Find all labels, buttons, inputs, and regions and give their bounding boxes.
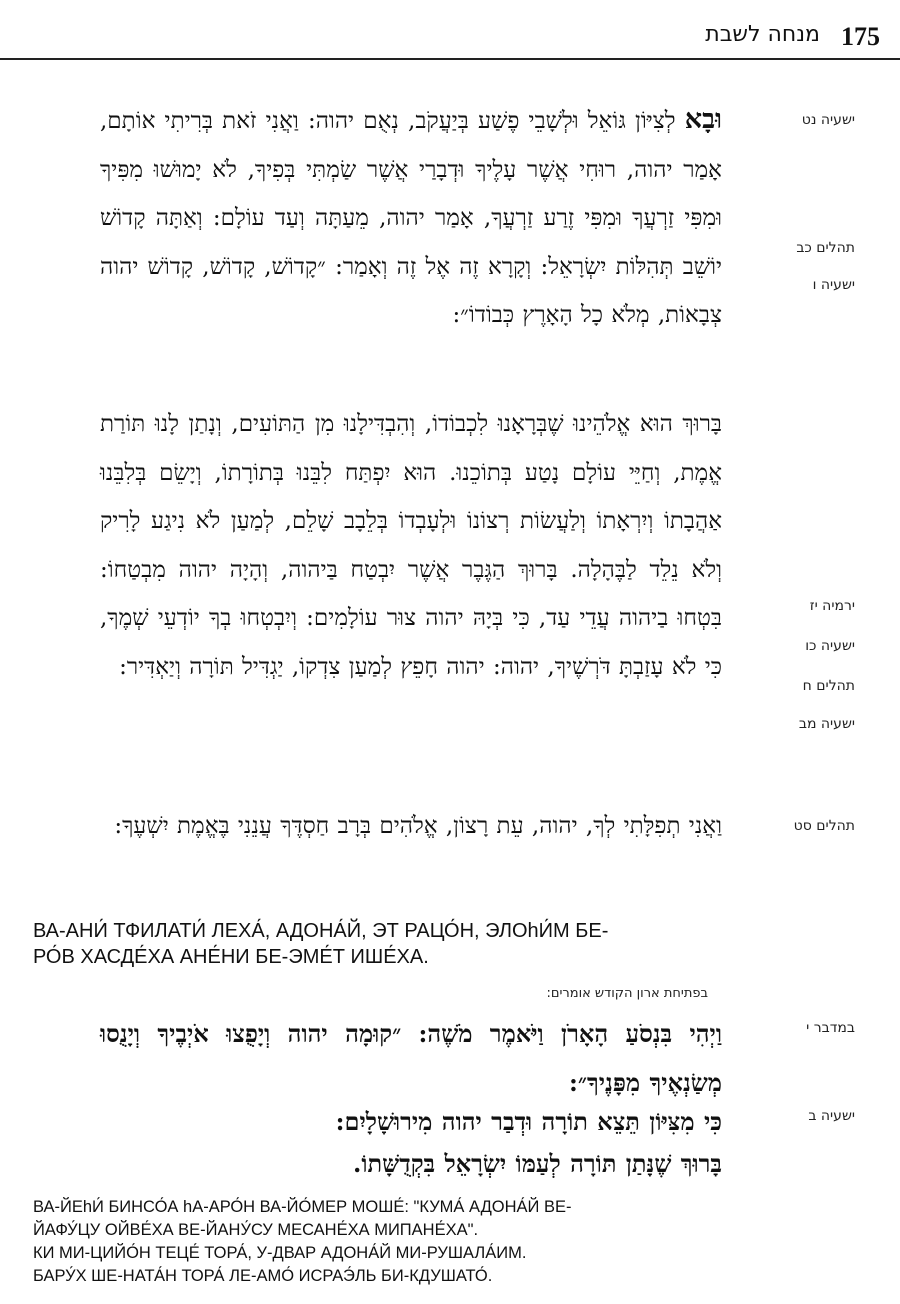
transliteration-line: БАРУ́Х ШЕ-НАТА́Н ТОРА́ ЛЕ-АМО́ ИСРАЭ́ЛЬ БИ-КДУШАТО́. xyxy=(33,1267,493,1285)
paragraph-vayehi-line-3: בָּרוּךְ שֶׁנָּתַן תּוֹרָה לְעַמּוֹ יִשְׂרָאֵל בִּקְדֻשָּׁתוֹ. xyxy=(353,1149,722,1178)
transliteration-line: РО́В ХАСДЕ́ХА АНЕ́НИ БЕ-ЭМЕ́Т ИШЕ́ХА. xyxy=(33,946,429,968)
paragraph-vayehi: וַיְהִי בִּנְסֹעַ הָאָרֹן וַיֹּאמֶר מֹשֶׁה: ״קוּמָה יהוה וְיָפֻצוּ אֹיְבֶיךָ וְיָנֻסוּ מְשַׂנְאֶיךָ מִפָּנֶיךָ״: xyxy=(100,1019,722,1097)
header-rule xyxy=(0,58,900,60)
paragraph-uva-letziyon xyxy=(100,96,722,340)
transliteration-line: ВА-АНИ́ ТФИЛАТИ́ ЛЕХА́, АДОНА́Й, ЭТ РАЦО́Н, ЭЛОhИ́М БЕ- xyxy=(33,920,609,942)
margin-note-isaiah-42: ישעיה מב xyxy=(798,716,855,732)
paragraph-vaani: וַאֲנִי תְפִלָּתִי לְךָ, יהוה, עֵת רָצוֹן, אֱלֹהִים בְּרָב חַסְדֶּךָ עֲנֵנִי בֶּאֱמֶת יִשְׁעֶךָ: xyxy=(114,813,722,839)
margin-note-psalms-69: תהלים סט xyxy=(793,818,855,834)
page-number: 175 xyxy=(841,22,880,51)
paragraph-text: לְצִיּוֹן גּוֹאֵל וּלְשָׁבֵי פֶשַׁע בְּיַעֲקֹב, נְאֻם יהוה: וַאֲנִי זֹאת בְּרִיתִי אוֹתָם, אָמַר יהוה, רוּחִי אֲשֶׁר עָלֶיךָ וּדְבָרַי אֲשֶׁר שַׂמְתִּי בְּפִיךָ, לֹא יָמוּשׁוּ מִפִּיךָ וּמִפִּי זַרְעֲךָ וּמִפִּי זֶרַע זַרְעֲךָ, אָמַר יהוה, מֵעַתָּה וְעַד עוֹלָם: וְאַתָּה קָדוֹשׁ יוֹשֵׁב תְּהִלּוֹת יִשְׂרָאֵל: וְקָרָא זֶה אֶל זֶה וְאָמַר: ״קָדוֹשׁ, קָדוֹשׁ, קָדוֹשׁ יהוה צְבָאוֹת, מְלֹא כָל הָאָרֶץ כְּבוֹדוֹ״: xyxy=(100,108,722,329)
transliteration-line: КИ МИ-ЦИЙО́Н ТЕЦЕ́ ТОРА́, У-ДВАР АДОНА́Й МИ-РУШАЛА́ИМ. xyxy=(33,1244,527,1262)
margin-note-isaiah-26: ישעיה כו xyxy=(805,638,855,654)
margin-note-isaiah-59: ישעיה נט xyxy=(801,112,855,128)
margin-note-isaiah-6: ישעיה ו xyxy=(812,277,855,293)
running-header: מנחה לשבת xyxy=(705,22,820,47)
paragraph-opening-word: וּבָא xyxy=(684,104,722,135)
transliteration-line: ЙАФУ́ЦУ ОЙВЕ́ХА ВЕ-ЙАНУ́СУ МЕСАНЕ́ХА МИПАНЕ́ХА". xyxy=(33,1221,479,1239)
transliteration-line: ВА-ЙЕhИ́ БИНСО́А hА-АРО́Н ВА-ЙО́МЕР МОШЕ́: "КУМА́ АДОНА́Й ВЕ- xyxy=(33,1198,572,1216)
transliteration-vayehi xyxy=(33,1196,709,1288)
margin-note-jeremiah-17: ירמיה יז xyxy=(809,598,855,614)
paragraph-vayehi-line-2: כִּי מִצִּיּוֹן תֵּצֵא תוֹרָה וּדְבַר יהוה מִירוּשָׁלָיִם: xyxy=(335,1107,722,1136)
paragraph-baruch-hu: בָּרוּךְ הוּא אֱלֹהֵינוּ שֶׁבְּרָאָנוּ לִכְבוֹדוֹ, וְהִבְדִּילָנוּ מִן הַתּוֹעִים, וְנָתַן לָנוּ תּוֹרַת אֱמֶת, וְחַיֵּי עוֹלָם נָטַע בְּתוֹכֵנוּ. הוּא יִפְתַּח לִבֵּנוּ בְּתוֹרָתוֹ, וְיָשֵׂם בְּלִבֵּנוּ אַהֲבָתוֹ וְיִרְאָתוֹ וְלַעֲשׂוֹת רְצוֹנוֹ וּלְעָבְדוֹ בְּלֵבָב שָׁלֵם, לְמַעַן לֹא נִיגַע לָרִיק וְלֹא נֵלֵד לַבֶּהָלָה. בָּרוּךְ הַגֶּבֶר אֲשֶׁר יִבְטַח בַּיהוה, וְהָיָה יהוה מִבְטַחוֹ: בִּטְחוּ בַיהוה עֲדֵי עַד, כִּי בְּיָהּ יהוה צוּר עוֹלָמִים: וְיִבְטְחוּ בְךָ יוֹדְעֵי שְׁמֶךָ, כִּי לֹא עָזַבְתָּ דֹּרְשֶׁיךָ, יהוה: יהוה חָפֵץ לְמַעַן צִדְקוֹ, יַגְדִּיל תּוֹרָה וְיַאְדִּיר: xyxy=(100,411,722,680)
margin-note-isaiah-2: ישעיה ב xyxy=(808,1108,855,1124)
rubric-instruction: בפתיחת ארון הקודש אומרים: xyxy=(546,986,708,1001)
margin-note-psalms-22: תהלים כב xyxy=(796,240,855,256)
margin-note-psalms-9: תהלים ח xyxy=(802,678,855,694)
margin-note-numbers-10: במדבר י xyxy=(806,1020,855,1036)
transliteration-vaani xyxy=(33,918,709,970)
